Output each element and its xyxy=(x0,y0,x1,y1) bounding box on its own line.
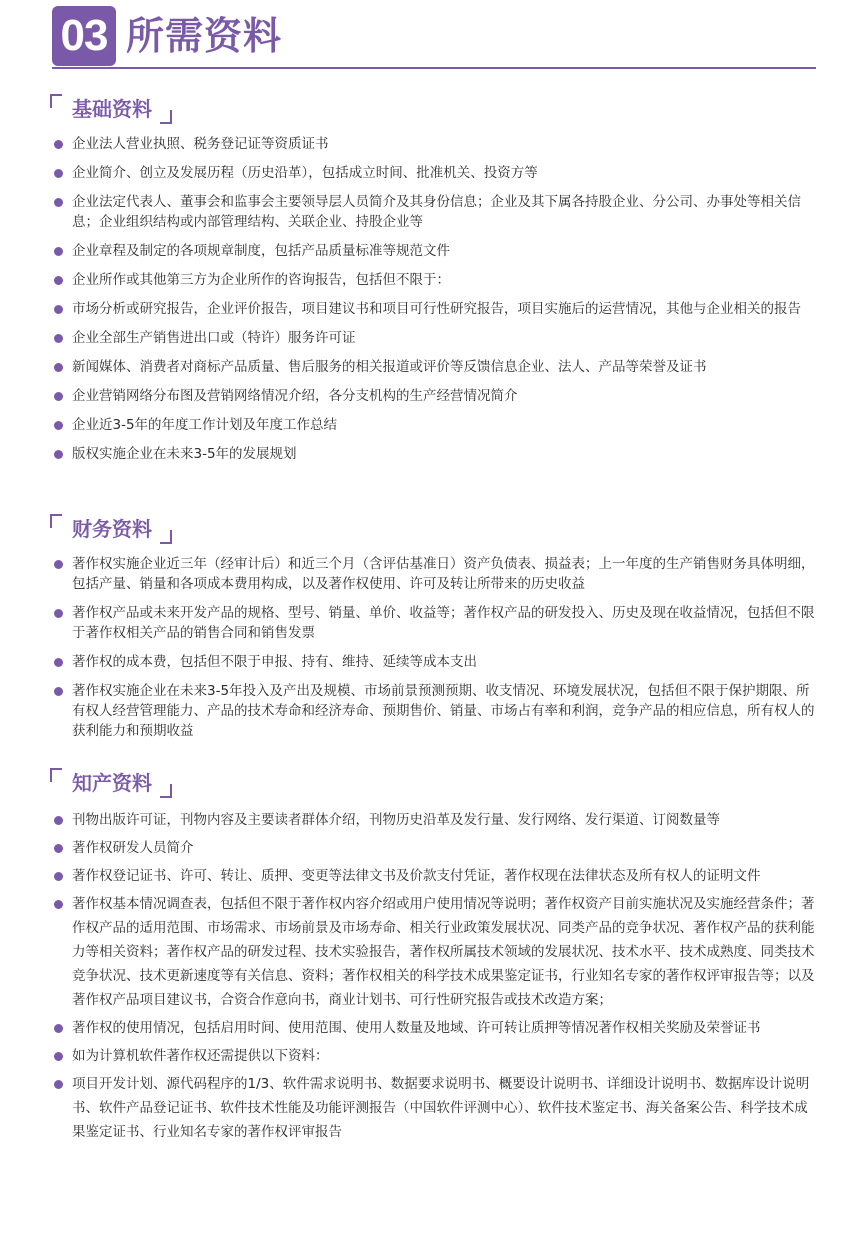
section-title-label: 基础资料 xyxy=(72,97,152,121)
page-header xyxy=(52,6,816,68)
item-list xyxy=(50,808,820,1144)
bullet-dot-icon xyxy=(54,872,63,881)
bullet-dot-icon xyxy=(54,844,63,853)
section-basic xyxy=(50,94,820,473)
bullet-dot-icon xyxy=(54,900,63,909)
list-item xyxy=(50,681,820,741)
list-item-text: 企业简介、创立及发展历程（历史沿革），包括成立时间、批准机关、投资方等 xyxy=(72,165,538,181)
list-item xyxy=(50,299,820,319)
list-item xyxy=(50,270,820,290)
bullet-dot-icon xyxy=(54,658,63,667)
bullet-dot-icon xyxy=(54,169,63,178)
list-item-text: 如为计算机软件著作权还需提供以下资料： xyxy=(72,1048,329,1064)
list-item xyxy=(50,415,820,435)
list-item xyxy=(50,134,820,154)
bullet-dot-icon xyxy=(54,560,63,569)
item-list xyxy=(50,554,820,741)
bracket-left-icon xyxy=(50,514,62,528)
list-item xyxy=(50,652,820,672)
section-title-label: 财务资料 xyxy=(72,517,152,541)
list-item-text: 企业章程及制定的各项规章制度，包括产品质量标准等规范文件 xyxy=(72,243,450,259)
bullet-dot-icon xyxy=(54,247,63,256)
list-item-text: 著作权实施企业在未来3-5年投入及产出及规模、市场前景预测预期、收支情况、环境发展状况，包括但不限于保护期限、所有权人经营管理能力、产品的技术寿命和经济寿命、预期售价、销量、市场占有率和利润，竞争产品的相应信息，所有权人的获利能力和预期收益 xyxy=(72,683,815,739)
list-item-text: 新闻媒体、消费者对商标产品质量、售后服务的相关报道或评价等反馈信息企业、法人、产品等荣誉及证书 xyxy=(72,359,707,375)
section-finance xyxy=(50,514,820,750)
section-ip xyxy=(50,768,820,1148)
bracket-left-icon xyxy=(50,94,62,108)
list-item-text: 著作权实施企业近三年（经审计后）和近三个月（含评估基准日）资产负债表、损益表；上一年度的生产销售财务具体明细，包括产量、销量和各项成本费用构成，以及著作权使用、许可及转让所带来的历史收益 xyxy=(72,556,815,592)
bullet-dot-icon xyxy=(54,392,63,401)
list-item xyxy=(50,808,820,832)
bullet-dot-icon xyxy=(54,363,63,372)
list-item xyxy=(50,192,820,232)
bullet-dot-icon xyxy=(54,421,63,430)
section-title xyxy=(50,514,172,544)
list-item xyxy=(50,357,820,377)
list-item xyxy=(50,836,820,860)
bracket-right-icon xyxy=(160,110,172,124)
list-item-text: 企业营销网络分布图及营销网络情况介绍，各分支机构的生产经营情况简介 xyxy=(72,388,518,404)
list-item xyxy=(50,444,820,464)
section-number-badge: 03 xyxy=(52,6,116,66)
bullet-dot-icon xyxy=(54,816,63,825)
bullet-dot-icon xyxy=(54,609,63,618)
list-item-text: 著作权产品或未来开发产品的规格、型号、销量、单价、收益等；著作权产品的研发投入、历史及现在收益情况，包括但不限于著作权相关产品的销售合同和销售发票 xyxy=(72,605,815,641)
bullet-dot-icon xyxy=(54,198,63,207)
list-item-text: 著作权登记证书、许可、转让、质押、变更等法律文书及价款支付凭证，著作权现在法律状态及所有权人的证明文件 xyxy=(72,868,761,884)
list-item xyxy=(50,554,820,594)
list-item-text: 著作权基本情况调查表，包括但不限于著作权内容介绍或用户使用情况等说明；著作权资产目前实施状况及实施经营条件；著作权产品的适用范围、市场需求、市场前景及市场寿命、相关行业政策发展状况、同类产品的竞争状况、著作权产品的获利能力等相关资料；著作权产品的研发过程、技术实验报告，著作权所属技术领域的发展状况、技术水平、技术成熟度、同类技术竞争状况、技术更新速度等有关信息、资料；著作权相关的科学技术成果鉴定证书，行业知名专家的著作权评审报告等；以及著作权产品项目建议书，合资合作意向书，商业计划书、可行性研究报告或技术改造方案； xyxy=(72,896,815,1008)
header-divider xyxy=(52,67,816,69)
bullet-dot-icon xyxy=(54,334,63,343)
list-item xyxy=(50,241,820,261)
bullet-dot-icon xyxy=(54,450,63,459)
bullet-dot-icon xyxy=(54,1024,63,1033)
section-title-label: 知产资料 xyxy=(72,771,152,795)
list-item xyxy=(50,864,820,888)
list-item xyxy=(50,892,820,1012)
bracket-right-icon xyxy=(160,784,172,798)
list-item-text: 项目开发计划、源代码程序的1/3、软件需求说明书、数据要求说明书、概要设计说明书、详细设计说明书、数据库设计说明书、软件产品登记证书、软件技术性能及功能评测报告（中国软件评测中心）、软件技术鉴定书、海关备案公告、科学技术成果鉴定证书、行业知名专家的著作权评审报告 xyxy=(72,1076,810,1140)
page-title: 所需资料 xyxy=(126,14,283,58)
list-item-text: 刊物出版许可证，刊物内容及主要读者群体介绍，刊物历史沿革及发行量、发行网络、发行渠道、订阅数量等 xyxy=(72,812,720,828)
list-item-text: 著作权的成本费，包括但不限于申报、持有、维持、延续等成本支出 xyxy=(72,654,477,670)
list-item xyxy=(50,163,820,183)
list-item-text: 著作权的使用情况，包括启用时间、使用范围、使用人数量及地域、许可转让质押等情况著作权相关奖励及荣誉证书 xyxy=(72,1020,761,1036)
bullet-dot-icon xyxy=(54,687,63,696)
list-item xyxy=(50,386,820,406)
list-item-text: 版权实施企业在未来3-5年的发展规划 xyxy=(72,446,297,462)
list-item-text: 著作权研发人员简介 xyxy=(72,840,194,856)
bracket-left-icon xyxy=(50,768,62,782)
list-item-text: 市场分析或研究报告，企业评价报告，项目建议书和项目可行性研究报告，项目实施后的运营情况，其他与企业相关的报告 xyxy=(72,301,801,317)
bullet-dot-icon xyxy=(54,276,63,285)
list-item xyxy=(50,1072,820,1144)
bullet-dot-icon xyxy=(54,1080,63,1089)
section-title xyxy=(50,94,172,124)
section-title xyxy=(50,768,172,798)
list-item-text: 企业法定代表人、董事会和监事会主要领导层人员简介及其身份信息；企业及其下属各持股企业、分公司、办事处等相关信息；企业组织结构或内部管理结构、关联企业、持股企业等 xyxy=(72,194,801,230)
list-item xyxy=(50,328,820,348)
list-item-text: 企业全部生产销售进出口或（特许）服务许可证 xyxy=(72,330,356,346)
bracket-right-icon xyxy=(160,530,172,544)
bullet-dot-icon xyxy=(54,305,63,314)
list-item xyxy=(50,603,820,643)
list-item-text: 企业近3-5年的年度工作计划及年度工作总结 xyxy=(72,417,338,433)
list-item xyxy=(50,1044,820,1068)
list-item-text: 企业法人营业执照、税务登记证等资质证书 xyxy=(72,136,329,152)
item-list xyxy=(50,134,820,464)
list-item-text: 企业所作或其他第三方为企业所作的咨询报告，包括但不限于： xyxy=(72,272,450,288)
list-item xyxy=(50,1016,820,1040)
bullet-dot-icon xyxy=(54,140,63,149)
bullet-dot-icon xyxy=(54,1052,63,1061)
